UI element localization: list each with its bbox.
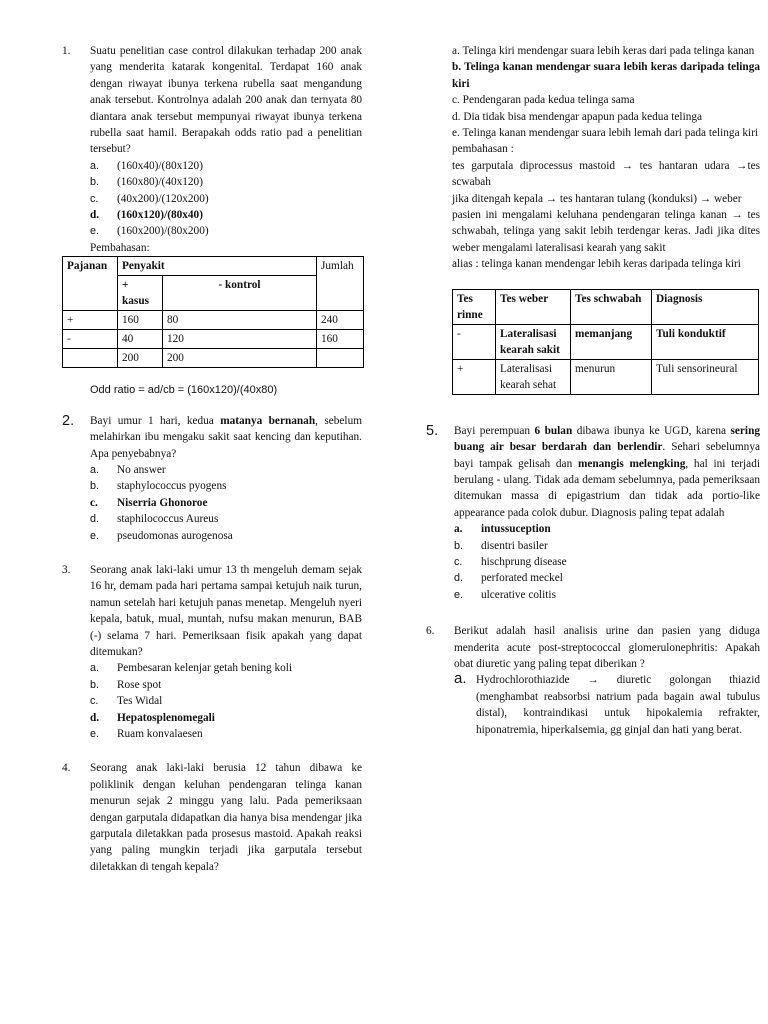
- option: d. Dia tidak bisa mendengar apapun pada kedua telinga: [452, 110, 703, 123]
- table-cell: 80: [163, 311, 317, 330]
- option: e. Telinga kanan mendengar suara lebih lemah dari pada telinga kiri: [452, 127, 759, 140]
- question-number: 1.: [62, 45, 71, 57]
- option: b. (160x80)/(40x120): [90, 176, 203, 189]
- option-correct: c. Niserria Ghonoroe: [90, 496, 208, 509]
- option: d. staphilococcus Aureus: [90, 513, 219, 526]
- discussion-text: tes garputala diprocessus mastoid → tes hantaran udara →tes scwabah: [452, 159, 760, 189]
- header-cell: Tes rinne: [453, 289, 496, 324]
- option: b. Rose spot: [90, 678, 162, 691]
- header-cell: Diagnosis: [652, 289, 759, 324]
- question-4-continued: [426, 43, 760, 395]
- discussion-text: alias : telinga kanan mendengar lebih keras daripada telinga kiri: [452, 258, 741, 271]
- question-number: 6.: [426, 625, 435, 638]
- table-cell: [63, 349, 118, 368]
- discussion-label: Pembahasan:: [90, 241, 150, 254]
- option: e. pseudomonas aurogenosa: [90, 529, 233, 542]
- header-cell: Tes schwabah: [571, 289, 652, 324]
- discussion-text: pasien ini mengalami keluhana pendengaran telinga kanan → tes schwabah, telinga yang sakit lebih terdengar keras. Jadi jika dites weber mengalami lateralisasi kearah yang sakit: [452, 209, 760, 254]
- arrow-icon: →: [731, 209, 743, 222]
- question-6: [426, 623, 760, 738]
- table-cell: -: [453, 324, 496, 359]
- question-text: Seorang anak laki-laki umur 13 th mengeluh demam sejak 16 hr, demam pada hari pertama sampai ketujuh naik turun, namun setelah hari ketujuh panas menetap. Mengeluh nyeri kepala, batuk, mual, muntah, nufsu makan menurun, BAB (-) selama 7 hari. Pemeriksaan fisik apakah yang dapat ditemukan?: [90, 563, 362, 658]
- table-cell: +: [453, 359, 496, 394]
- question-5: [426, 423, 760, 603]
- option-correct: a. intussuception: [454, 523, 551, 536]
- option: c. Tes Widal: [90, 695, 163, 708]
- option: a. Telinga kiri mendengar suara lebih keras dari pada telinga kanan: [452, 45, 755, 57]
- question-text: Berikut adalah hasil analisis urine dan pasien yang diduga menderita acute post-streptococcal glomerulonephritis: Apakah obat diuretic yang paling tepat diberikan ?: [454, 625, 760, 670]
- table-cell: 200: [118, 349, 163, 368]
- option-correct: d. (160x120)/(80x40): [90, 209, 203, 222]
- question-text: Seorang anak laki-laki berusia 12 tahun dibawa ke poliklinik dengan keluhan pendengaran telinga kanan menurun sejak 2 minggu yang lalu. Pada pemeriksaan dengan garputala didapatkan dia hanya bisa mendengar jika garputala diletakkan pada prosesus mastoid. Apakah reaksi yang paling mungkin terjadi jika garputala tersebut diletakkan di tengah kepala?: [90, 762, 362, 873]
- question-number: 3.: [62, 563, 71, 576]
- option: c. Pendengaran pada kedua telinga sama: [452, 94, 635, 107]
- discussion-label: pembahasan :: [452, 143, 514, 156]
- option: c. (40x200)/(120x200): [90, 192, 209, 205]
- header-cell: Pajanan: [63, 257, 118, 311]
- question-1: [62, 43, 362, 399]
- options-list: [90, 462, 362, 544]
- question-4: [62, 760, 362, 875]
- table-cell: 40: [118, 330, 163, 349]
- contingency-table: [62, 256, 364, 368]
- left-column: [62, 43, 362, 875]
- option: e. Ruam konvalaesen: [90, 728, 203, 740]
- table-cell: menurun: [571, 359, 652, 394]
- discussion-text: jika ditengah kepala → tes hantaran tulang (konduksi) → weber: [452, 192, 742, 205]
- arrow-icon: →: [621, 159, 633, 172]
- option-correct: b. Telinga kanan mendengar suara lebih keras daripada telinga kiri: [452, 61, 761, 90]
- header-cell: Tes weber: [496, 289, 571, 324]
- option: c. hischprung disease: [454, 555, 567, 568]
- right-column: [426, 43, 760, 738]
- option: a. No answer: [90, 463, 166, 476]
- question-2: [62, 413, 362, 544]
- table-cell: -: [63, 330, 118, 349]
- arrow-icon: →: [545, 192, 558, 205]
- arrow-icon: →: [587, 674, 599, 687]
- option: a. Hydrochlorothiazide → diuretic golongan thiazid (menghambat reabsorbsi natrium pada bagain awal tubulus distal), kontraindikasi untuk hipokalemia refrakter, hiponatremia, hiperkalsemia, gg ginjal dan hati yang berat.: [454, 670, 760, 736]
- table-cell: 160: [317, 330, 364, 349]
- question-text: Bayi umur 1 hari, kedua matanya bernanah, sebelum melahirkan ibu mengaku sakit saat kencing dan keputihan. Apa penyebabnya?: [90, 414, 362, 460]
- options-list: [90, 158, 362, 240]
- option: e. ulcerative colitis: [454, 588, 556, 601]
- table-cell: Lateralisasi kearah sakit: [496, 324, 571, 359]
- table-cell: memanjang: [571, 324, 652, 359]
- options-list: [454, 521, 760, 603]
- question-number: 2.: [62, 412, 75, 429]
- table-cell: Lateralisasi kearah sehat: [496, 359, 571, 394]
- options-list: [90, 660, 362, 742]
- header-cell: - kontrol: [163, 276, 317, 311]
- arrow-icon: →: [699, 192, 712, 205]
- option: a. Pembesaran kelenjar getah bening koli: [90, 662, 293, 675]
- table-cell: 200: [163, 349, 317, 368]
- question-3: [62, 562, 362, 742]
- question-text: Bayi perempuan 6 bulan dibawa ibunya ke UGD, karena sering buang air besar berdarah dan berlendir. Sehari sebelumnya bayi tampak gelisah dan menangis melengking, hal ini terjadi berulang - ulang. Tidak ada demam sebelumnya, pada pemeriksaan ditemukan massa di epigastrium dan tidak ada portio-like appearance pada colok dubur. Diagnosis paling tepat adalah: [454, 424, 760, 519]
- table-cell: Tuli konduktif: [652, 324, 759, 359]
- option: d. perforated meckel: [454, 572, 563, 585]
- header-cell: Penyakit: [118, 257, 317, 276]
- question-text: Suatu penelitian case control dilakukan terhadap 200 anak yang menderita katarak kongenital. Terdapat 160 anak dengan riwayat ibunya terkena rubella saat mengandung anak tersebut. Kontrolnya adalah 200 anak dan ternyata 80 diantara anak tersebut mempunyai riwayat ibunya terkena rubella saat hamil. Berapakah odds ratio pad a penelitian tersebut?: [90, 45, 362, 156]
- header-cell: Jumlah: [317, 257, 364, 311]
- option: a. (160x40)/(80x120): [90, 159, 203, 172]
- hearing-test-table: [452, 289, 759, 395]
- table-cell: 160: [118, 311, 163, 330]
- odds-formula: Odd ratio = ad/cb = (160x120)/(40x80): [90, 384, 278, 397]
- question-number: 4.: [62, 762, 71, 775]
- option-correct: d. Hepatosplenomegali: [90, 711, 215, 724]
- table-cell: [317, 349, 364, 368]
- option: b. staphylococcus pyogens: [90, 480, 227, 493]
- table-cell: 240: [317, 311, 364, 330]
- table-cell: Tuli sensorineural: [652, 359, 759, 394]
- table-cell: 120: [163, 330, 317, 349]
- option: e. (160x200)/(80x200): [90, 225, 209, 238]
- arrow-icon: →: [736, 159, 748, 172]
- table-cell: +: [63, 311, 118, 330]
- header-cell: + kasus: [118, 276, 163, 311]
- question-number: 5.: [426, 422, 439, 439]
- option: b. disentri basiler: [454, 539, 548, 552]
